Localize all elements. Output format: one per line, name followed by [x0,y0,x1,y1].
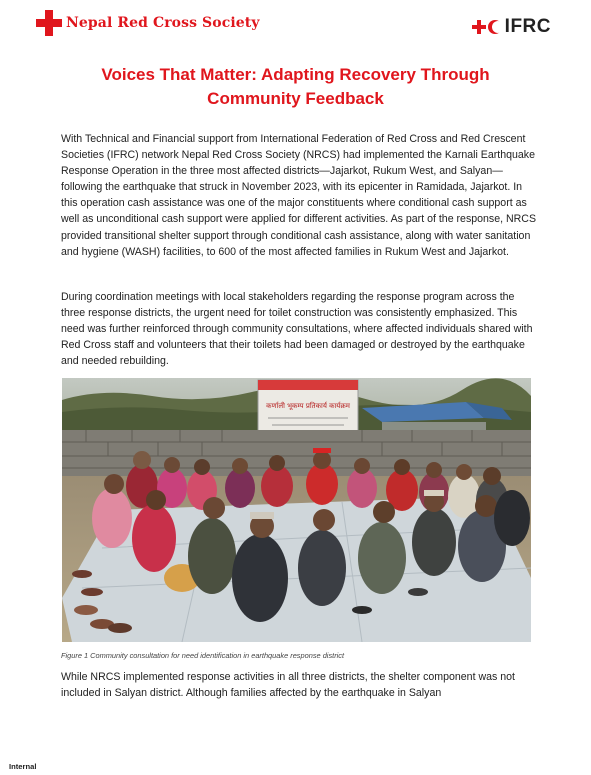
paragraph-intro: With Technical and Financial support from International Federation of Red Cross and Red Crescent Societies (IFRC) network Nepal Red Cross Society (NRCS) had implemented the Karnali Earthquake Response Operation in the three most affected districts—Jajarkot, Rukum West, and Salyan—following the earthquake that struck in November 2023, with its epicenter in Ramidada, Jajarkot. In this operation cash assistance was one of the major constituents where conditional cash support as well as unconditional cash support were applied for different activities. As part of the response, NRCS provided transitional shelter support through conditional cash assistance, along with water sanitation and hygiene (WASH) facilities, to 600 of the most affected families in Rukum West and Jajarkot. [61,133,537,258]
community-consultation-photo [62,378,531,642]
nrcs-logo [36,10,260,36]
paragraph-coordination: During coordination meetings with local stakeholders regarding the response program across the three response districts, the urgent need for toilet construction was consistently emphasized. This need was further reinforced through community consultations, where affected individuals shared with Red Cross staff and volunteers that their toilets had been damaged or destroyed by the earthquake and needed rebuilding. [61,291,533,368]
page-title: Voices That Matter: Adapting Recovery Through Community Feedback [101,65,490,108]
org-name: Nepal Red Cross Society [66,15,260,31]
classification-label: Internal [9,762,37,771]
banner-text: कर्णाली भूकम्प प्रतिकार्य कार्यक्रम [266,402,350,410]
ifrc-label: IFRC [504,16,551,37]
red-cross-icon [36,10,62,36]
figure-caption: Figure 1 Community consultation for need identification in earthquake response district [61,651,345,660]
paragraph-salyan: While NRCS implemented response activities in all three districts, the shelter component was not included in Salyan district. Although families affected by the earthquake in Salyan [61,671,515,700]
ifrc-crescent-icon [488,20,502,34]
ifrc-cross-icon [472,20,486,34]
ifrc-logo [472,16,551,38]
